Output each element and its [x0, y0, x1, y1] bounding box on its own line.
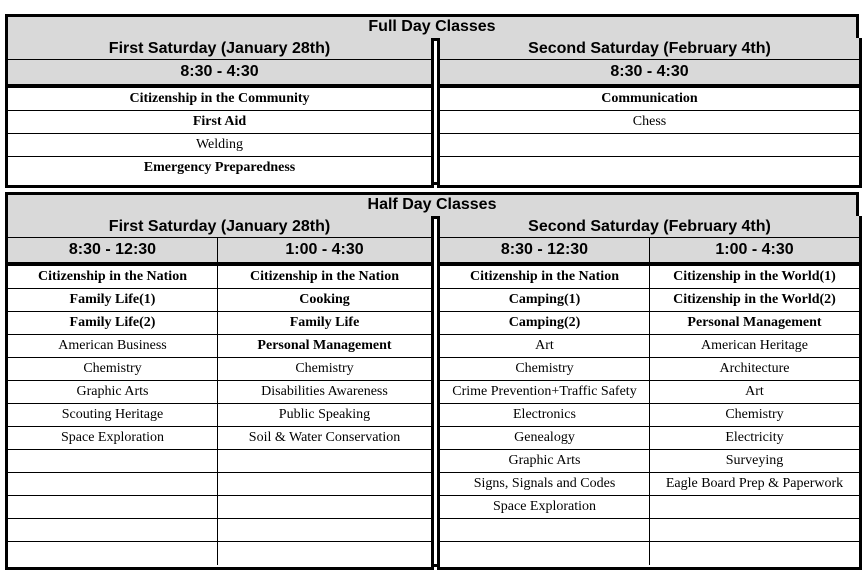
full-day-first-list — [8, 88, 431, 180]
morning-class: Scouting Heritage — [61, 407, 164, 422]
morning-class — [8, 496, 217, 518]
full-day-first-heading: First Saturday (January 28th) — [8, 38, 431, 60]
morning-class — [8, 450, 217, 472]
class-name: Communication — [601, 91, 698, 106]
class-row — [440, 88, 859, 111]
class-row — [440, 111, 859, 134]
afternoon-class: Surveying — [725, 453, 784, 468]
table-row — [8, 542, 431, 565]
afternoon-class: Personal Management — [687, 315, 822, 330]
table-row — [440, 312, 859, 335]
table-row — [8, 427, 431, 450]
class-row — [8, 111, 431, 134]
morning-class — [440, 542, 649, 565]
class-name: Emergency Preparedness — [143, 160, 296, 175]
table-row — [8, 519, 431, 542]
morning-class: Camping(1) — [508, 292, 581, 307]
half-day-second-saturday — [437, 216, 862, 570]
class-name — [440, 134, 859, 156]
class-row — [440, 134, 859, 157]
full-day-second-saturday — [437, 38, 862, 188]
morning-class: Graphic Arts — [508, 453, 581, 468]
half-day-second-table — [440, 266, 859, 565]
full-day-section — [5, 14, 859, 185]
morning-class: Genealogy — [514, 430, 575, 445]
full-day-second-list — [440, 88, 859, 180]
table-row — [8, 289, 431, 312]
morning-class: Camping(2) — [508, 315, 581, 330]
full-day-first-time: 8:30 - 4:30 — [8, 60, 431, 84]
morning-class — [8, 473, 217, 495]
morning-class: Chemistry — [515, 361, 574, 376]
half-day-second-times — [440, 238, 859, 262]
table-row — [8, 312, 431, 335]
table-row — [440, 404, 859, 427]
half-day-title: Half Day Classes — [8, 195, 856, 219]
table-row — [8, 266, 431, 289]
afternoon-class — [218, 473, 431, 495]
table-row — [440, 335, 859, 358]
afternoon-class: Public Speaking — [278, 407, 371, 422]
morning-class: Space Exploration — [60, 430, 165, 445]
table-row — [440, 427, 859, 450]
morning-class — [440, 519, 649, 541]
full-day-title: Full Day Classes — [8, 17, 856, 41]
half-day-first-saturday — [5, 216, 434, 570]
afternoon-class — [218, 496, 431, 518]
table-row — [8, 496, 431, 519]
morning-time-header: 8:30 - 12:30 — [500, 241, 589, 258]
morning-class: Family Life(2) — [69, 315, 156, 330]
table-row — [440, 519, 859, 542]
morning-class: Art — [535, 338, 554, 353]
class-row — [8, 157, 431, 180]
half-day-first-times — [8, 238, 431, 262]
morning-class: American Business — [58, 338, 167, 353]
morning-class: Citizenship in the Nation — [38, 269, 187, 284]
afternoon-class — [650, 542, 859, 565]
afternoon-class: Art — [745, 384, 764, 399]
table-row — [8, 358, 431, 381]
afternoon-class: Cooking — [299, 292, 350, 307]
afternoon-class: Citizenship in the World(2) — [673, 292, 836, 307]
afternoon-class: Architecture — [719, 361, 790, 376]
table-row — [440, 473, 859, 496]
afternoon-class: Chemistry — [295, 361, 354, 376]
afternoon-time-header: 1:00 - 4:30 — [285, 241, 364, 258]
morning-class: Graphic Arts — [76, 384, 149, 399]
half-day-second-heading: Second Saturday (February 4th) — [440, 216, 859, 238]
class-row — [8, 134, 431, 157]
morning-class: Citizenship in the Nation — [470, 269, 619, 284]
class-name: Citizenship in the Community — [129, 91, 310, 106]
table-row — [8, 404, 431, 427]
afternoon-class — [218, 542, 431, 565]
table-row — [440, 381, 859, 404]
class-row — [8, 88, 431, 111]
table-row — [8, 473, 431, 496]
morning-time-header: 8:30 - 12:30 — [68, 241, 157, 258]
table-row — [8, 381, 431, 404]
afternoon-class: Family Life — [289, 315, 360, 330]
table-row — [440, 542, 859, 565]
morning-class: Space Exploration — [492, 499, 597, 514]
full-day-second-heading: Second Saturday (February 4th) — [440, 38, 859, 60]
full-day-first-saturday — [5, 38, 434, 188]
class-name: First Aid — [192, 114, 247, 129]
class-row — [440, 157, 859, 180]
morning-class: Electronics — [513, 407, 576, 422]
afternoon-class: Chemistry — [725, 407, 784, 422]
class-name — [440, 157, 859, 180]
table-row — [8, 450, 431, 473]
afternoon-class: Citizenship in the World(1) — [673, 269, 836, 284]
afternoon-class: Citizenship in the Nation — [250, 269, 399, 284]
table-row — [440, 289, 859, 312]
table-row — [8, 335, 431, 358]
afternoon-class — [650, 496, 859, 518]
afternoon-class: Disabilities Awareness — [261, 384, 388, 399]
afternoon-class — [218, 519, 431, 541]
afternoon-class: Soil & Water Conservation — [248, 430, 401, 445]
afternoon-class: Personal Management — [257, 338, 392, 353]
morning-class: Crime Prevention+Traffic Safety — [452, 384, 637, 399]
table-row — [440, 266, 859, 289]
afternoon-class: American Heritage — [701, 338, 808, 353]
morning-class: Family Life(1) — [69, 292, 156, 307]
afternoon-class — [218, 450, 431, 472]
class-name: Chess — [632, 114, 667, 129]
class-name: Welding — [195, 137, 244, 152]
half-day-first-table — [8, 266, 431, 565]
table-row — [440, 358, 859, 381]
morning-class — [8, 542, 217, 565]
morning-class: Signs, Signals and Codes — [473, 476, 616, 491]
full-day-second-time: 8:30 - 4:30 — [440, 60, 859, 84]
half-day-first-heading: First Saturday (January 28th) — [8, 216, 431, 238]
morning-class: Chemistry — [83, 361, 142, 376]
afternoon-class: Electricity — [725, 430, 784, 445]
morning-class — [8, 519, 217, 541]
table-row — [440, 450, 859, 473]
afternoon-class: Eagle Board Prep & Paperwork — [665, 476, 844, 491]
afternoon-time-header: 1:00 - 4:30 — [715, 241, 794, 258]
afternoon-class — [650, 519, 859, 541]
half-day-section — [5, 192, 859, 567]
table-row — [440, 496, 859, 519]
